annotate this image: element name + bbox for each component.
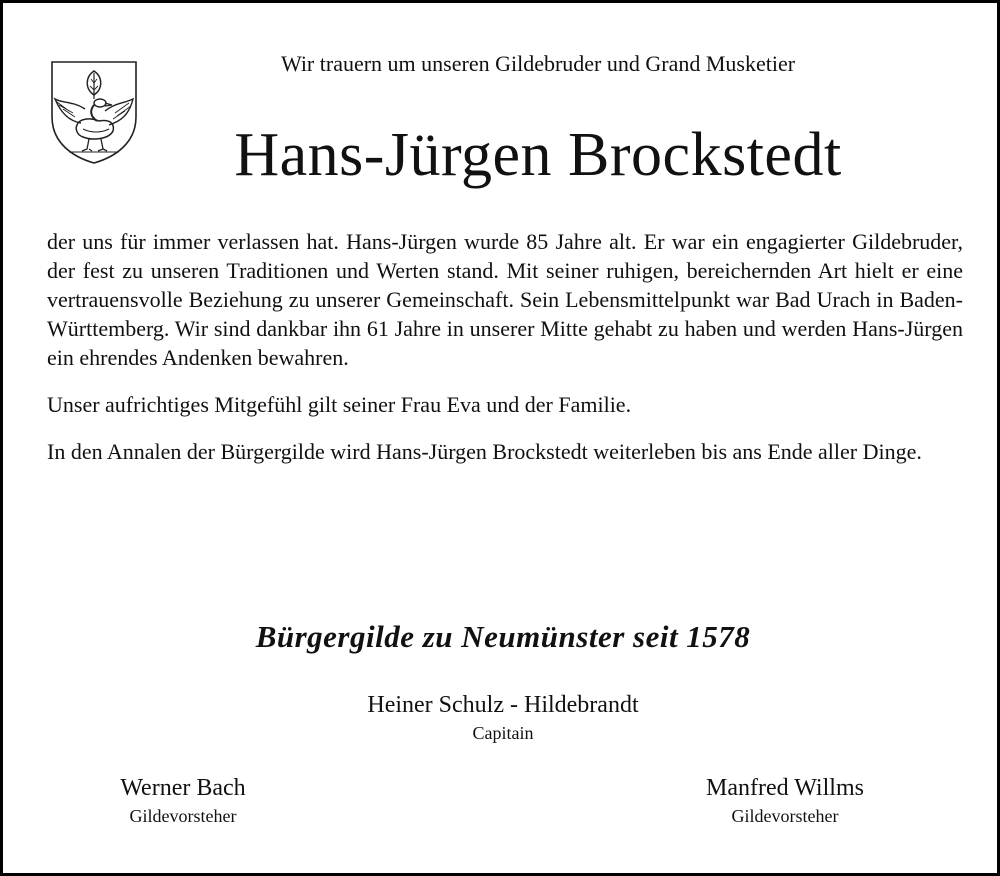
signatory-name: Werner Bach xyxy=(120,775,246,801)
signatory-name: Heiner Schulz - Hildebrandt xyxy=(367,692,639,718)
paragraph-condolence: Unser aufrichtiges Mitgefühl gilt seiner Frau Eva und der Familie. xyxy=(47,392,632,417)
paragraph-legacy: In den Annalen der Bürgergilde wird Hans-Jürgen Brockstedt weiterleben bis ans Ende aller Dinge. xyxy=(47,439,922,464)
signatory-role: Gildevorsteher xyxy=(731,806,839,826)
swan-crest-icon xyxy=(49,59,139,165)
guild-name: Bürgergilde zu Neumünster seit 1578 xyxy=(255,619,751,654)
signatory-role: Capitain xyxy=(472,723,534,743)
signatory-role: Gildevorsteher xyxy=(129,806,237,826)
signatory-name: Manfred Willms xyxy=(706,775,864,801)
signatory-capitain xyxy=(253,690,753,746)
intro-line: Wir trauern um unseren Gildebruder und Grand Musketier xyxy=(280,51,796,76)
deceased-name: Hans-Jürgen Brockstedt xyxy=(234,121,842,189)
paragraph-tribute: der uns für immer verlassen hat. Hans-Jürgen wurde 85 Jahre alt. Er war ein engagierter Gildebruder, der fest zu unseren Traditionen und Werten stand. Mit seiner ruhigen, bereichernden Art hielt er eine vertrauensvolle Beziehung zu unserer Gemeinschaft. Sein Lebensmittelpunkt war Bad Urach in Baden-Württemberg. Wir sind dankbar ihn 61 Jahre in unserer Mitte gehabt zu haben und werden Hans-Jürgen ein ehrendes Andenken bewahren. xyxy=(47,229,963,370)
signatory-right xyxy=(665,773,905,829)
signatory-left xyxy=(63,773,303,829)
obituary-body xyxy=(47,227,963,466)
